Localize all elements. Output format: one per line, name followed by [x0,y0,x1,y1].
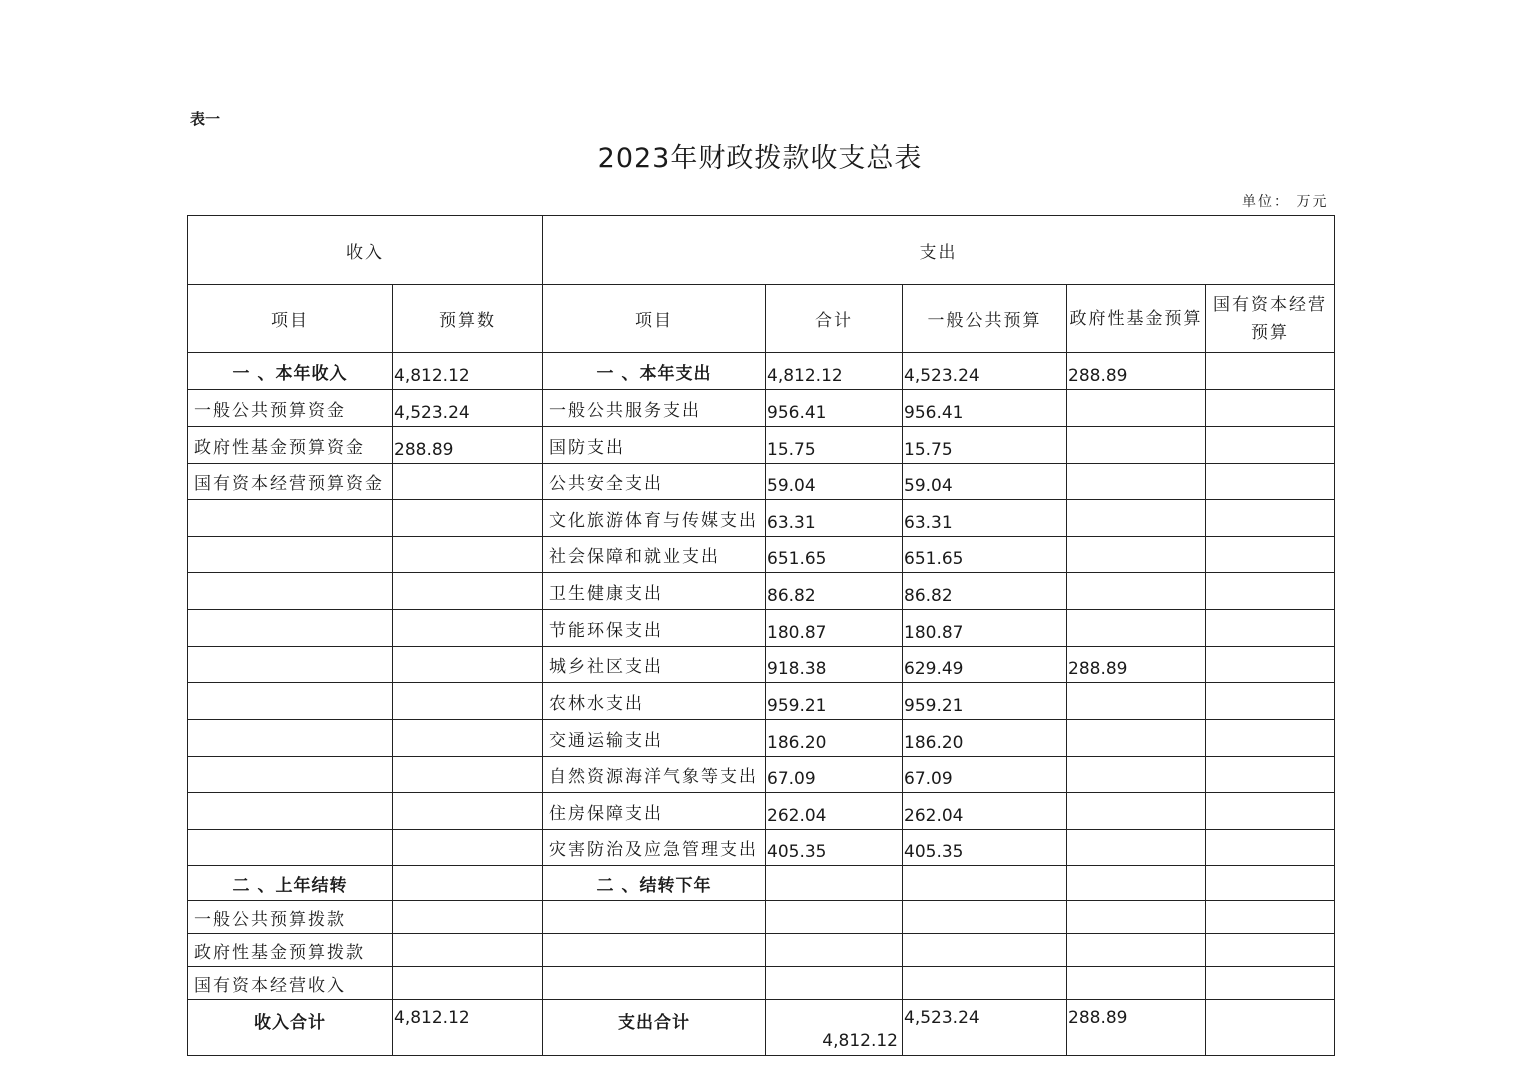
expense-fund-cell [1067,610,1206,647]
income-budget-cell [393,537,543,573]
expense-general-cell [903,934,1067,967]
expense-fund-cell [1067,573,1206,610]
expense-general-cell: 262.04 [903,793,1067,830]
expense-total-cell: 63.31 [766,500,903,537]
income-item-cell [188,830,393,866]
expense-fund-cell [1067,500,1206,537]
table-row [188,500,1335,537]
expense-total-cell: 86.82 [766,573,903,610]
col-budget: 预算数 [393,285,543,353]
income-total-value: 4,812.12 [393,1000,543,1056]
expense-total-general: 4,523.24 [903,1000,1067,1056]
expense-total-label: 支出合计 [543,1000,766,1056]
expense-item-cell: 农林水支出 [543,683,766,720]
table-row [188,793,1335,830]
expense-total-cell [766,901,903,934]
income-item-cell [188,793,393,830]
expense-fund-cell [1067,720,1206,757]
expense-general-cell: 405.35 [903,830,1067,866]
expense-total-cell: 59.04 [766,464,903,500]
income-item-cell: 一 、本年收入 [188,353,393,390]
income-item-cell: 二 、上年结转 [188,866,393,901]
expense-state-cell [1206,683,1335,720]
expense-state-cell [1206,901,1335,934]
income-budget-cell: 4,523.24 [393,390,543,427]
expense-total-cell [766,967,903,1000]
table-row [188,866,1335,901]
form-number: 表一 [190,110,221,128]
expense-state-cell [1206,793,1335,830]
col-general-budget: 一般公共预算 [903,285,1067,353]
budget-table [187,215,1335,1056]
expense-fund-cell [1067,934,1206,967]
expense-general-cell: 651.65 [903,537,1067,573]
income-item-cell [188,500,393,537]
income-budget-cell [393,647,543,683]
income-item-cell: 一般公共预算拨款 [188,901,393,934]
income-item-cell [188,610,393,647]
expense-total-cell [766,934,903,967]
income-item-cell [188,683,393,720]
table-row [188,967,1335,1000]
income-budget-cell [393,720,543,757]
expense-item-cell [543,967,766,1000]
table-row [188,830,1335,866]
table-row [188,901,1335,934]
col-fund-budget: 政府性基金预算 [1067,285,1206,353]
expense-fund-cell [1067,464,1206,500]
expense-general-cell: 15.75 [903,427,1067,464]
expense-item-cell: 住房保障支出 [543,793,766,830]
expense-general-cell: 59.04 [903,464,1067,500]
expense-fund-cell: 288.89 [1067,647,1206,683]
expense-total-cell: 918.38 [766,647,903,683]
col-item-expense: 项目 [543,285,766,353]
header-row-2 [188,285,1335,353]
income-item-cell: 国有资本经营预算资金 [188,464,393,500]
expense-fund-cell: 288.89 [1067,353,1206,390]
income-budget-cell [393,967,543,1000]
expense-fund-cell [1067,866,1206,901]
header-income: 收入 [188,216,543,285]
expense-total-cell: 956.41 [766,390,903,427]
table-row [188,720,1335,757]
expense-item-cell: 交通运输支出 [543,720,766,757]
income-item-cell: 国有资本经营收入 [188,967,393,1000]
expense-state-cell [1206,610,1335,647]
expense-state-cell [1206,500,1335,537]
income-item-cell: 政府性基金预算拨款 [188,934,393,967]
expense-fund-cell [1067,683,1206,720]
table-row [188,537,1335,573]
expense-fund-cell [1067,757,1206,793]
header-row-1 [188,216,1335,285]
income-budget-cell [393,901,543,934]
income-budget-cell [393,866,543,901]
expense-item-cell: 二 、结转下年 [543,866,766,901]
expense-state-cell [1206,647,1335,683]
income-budget-cell [393,793,543,830]
expense-fund-cell [1067,537,1206,573]
expense-item-cell: 节能环保支出 [543,610,766,647]
expense-item-cell [543,901,766,934]
expense-general-cell: 63.31 [903,500,1067,537]
expense-general-cell: 959.21 [903,683,1067,720]
table-row [188,934,1335,967]
table-row [188,427,1335,464]
expense-general-cell: 629.49 [903,647,1067,683]
table-row [188,464,1335,500]
expense-general-cell: 186.20 [903,720,1067,757]
income-total-label: 收入合计 [188,1000,393,1056]
income-item-cell [188,720,393,757]
income-budget-cell: 288.89 [393,427,543,464]
income-item-cell [188,757,393,793]
expense-state-cell [1206,537,1335,573]
expense-total-cell: 405.35 [766,830,903,866]
table-row [188,610,1335,647]
expense-total-cell: 959.21 [766,683,903,720]
expense-fund-cell [1067,967,1206,1000]
expense-item-cell: 自然资源海洋气象等支出 [543,757,766,793]
expense-general-cell: 4,523.24 [903,353,1067,390]
expense-state-cell [1206,967,1335,1000]
income-budget-cell [393,934,543,967]
income-item-cell: 一般公共预算资金 [188,390,393,427]
expense-state-cell [1206,830,1335,866]
expense-item-cell: 灾害防治及应急管理支出 [543,830,766,866]
expense-total-state [1206,1000,1335,1056]
expense-state-cell [1206,390,1335,427]
expense-fund-cell [1067,830,1206,866]
expense-state-cell [1206,757,1335,793]
table-row [188,353,1335,390]
expense-state-cell [1206,427,1335,464]
expense-total-cell [766,866,903,901]
table-row [188,757,1335,793]
income-item-cell: 政府性基金预算资金 [188,427,393,464]
expense-item-cell: 社会保障和就业支出 [543,537,766,573]
income-item-cell [188,647,393,683]
table-row [188,390,1335,427]
income-budget-cell [393,610,543,647]
expense-general-cell [903,901,1067,934]
expense-total-cell: 186.20 [766,720,903,757]
table-row [188,573,1335,610]
income-budget-cell [393,757,543,793]
expense-item-cell: 卫生健康支出 [543,573,766,610]
expense-total-value: 4,812.12 [766,1000,903,1056]
expense-total-fund: 288.89 [1067,1000,1206,1056]
expense-total-cell: 4,812.12 [766,353,903,390]
income-budget-cell [393,683,543,720]
income-budget-cell [393,830,543,866]
totals-row [188,1000,1335,1056]
col-item-income: 项目 [188,285,393,353]
table-row [188,683,1335,720]
expense-state-cell [1206,720,1335,757]
expense-total-cell: 180.87 [766,610,903,647]
income-item-cell [188,537,393,573]
income-budget-cell [393,464,543,500]
expense-general-cell [903,967,1067,1000]
expense-general-cell: 86.82 [903,573,1067,610]
expense-fund-cell [1067,793,1206,830]
expense-item-cell: 一 、本年支出 [543,353,766,390]
expense-fund-cell [1067,390,1206,427]
expense-total-cell: 15.75 [766,427,903,464]
expense-item-cell: 公共安全支出 [543,464,766,500]
col-total: 合计 [766,285,903,353]
expense-fund-cell [1067,901,1206,934]
expense-item-cell: 一般公共服务支出 [543,390,766,427]
income-budget-cell [393,500,543,537]
expense-item-cell [543,934,766,967]
expense-general-cell [903,866,1067,901]
table-row [188,647,1335,683]
header-expense: 支出 [543,216,1335,285]
col-state-capital-budget: 国有资本经营预算 [1206,285,1335,353]
page-title: 2023年财政拨款收支总表 [597,143,923,174]
expense-state-cell [1206,353,1335,390]
income-item-cell [188,573,393,610]
expense-total-cell: 67.09 [766,757,903,793]
expense-item-cell: 国防支出 [543,427,766,464]
expense-state-cell [1206,866,1335,901]
expense-general-cell: 180.87 [903,610,1067,647]
expense-item-cell: 城乡社区支出 [543,647,766,683]
income-budget-cell [393,573,543,610]
expense-state-cell [1206,464,1335,500]
expense-general-cell: 956.41 [903,390,1067,427]
expense-item-cell: 文化旅游体育与传媒支出 [543,500,766,537]
expense-fund-cell [1067,427,1206,464]
expense-total-cell: 262.04 [766,793,903,830]
unit-label: 单位： 万元 [1242,194,1329,210]
expense-total-cell: 651.65 [766,537,903,573]
expense-state-cell [1206,573,1335,610]
expense-state-cell [1206,934,1335,967]
expense-general-cell: 67.09 [903,757,1067,793]
income-budget-cell: 4,812.12 [393,353,543,390]
